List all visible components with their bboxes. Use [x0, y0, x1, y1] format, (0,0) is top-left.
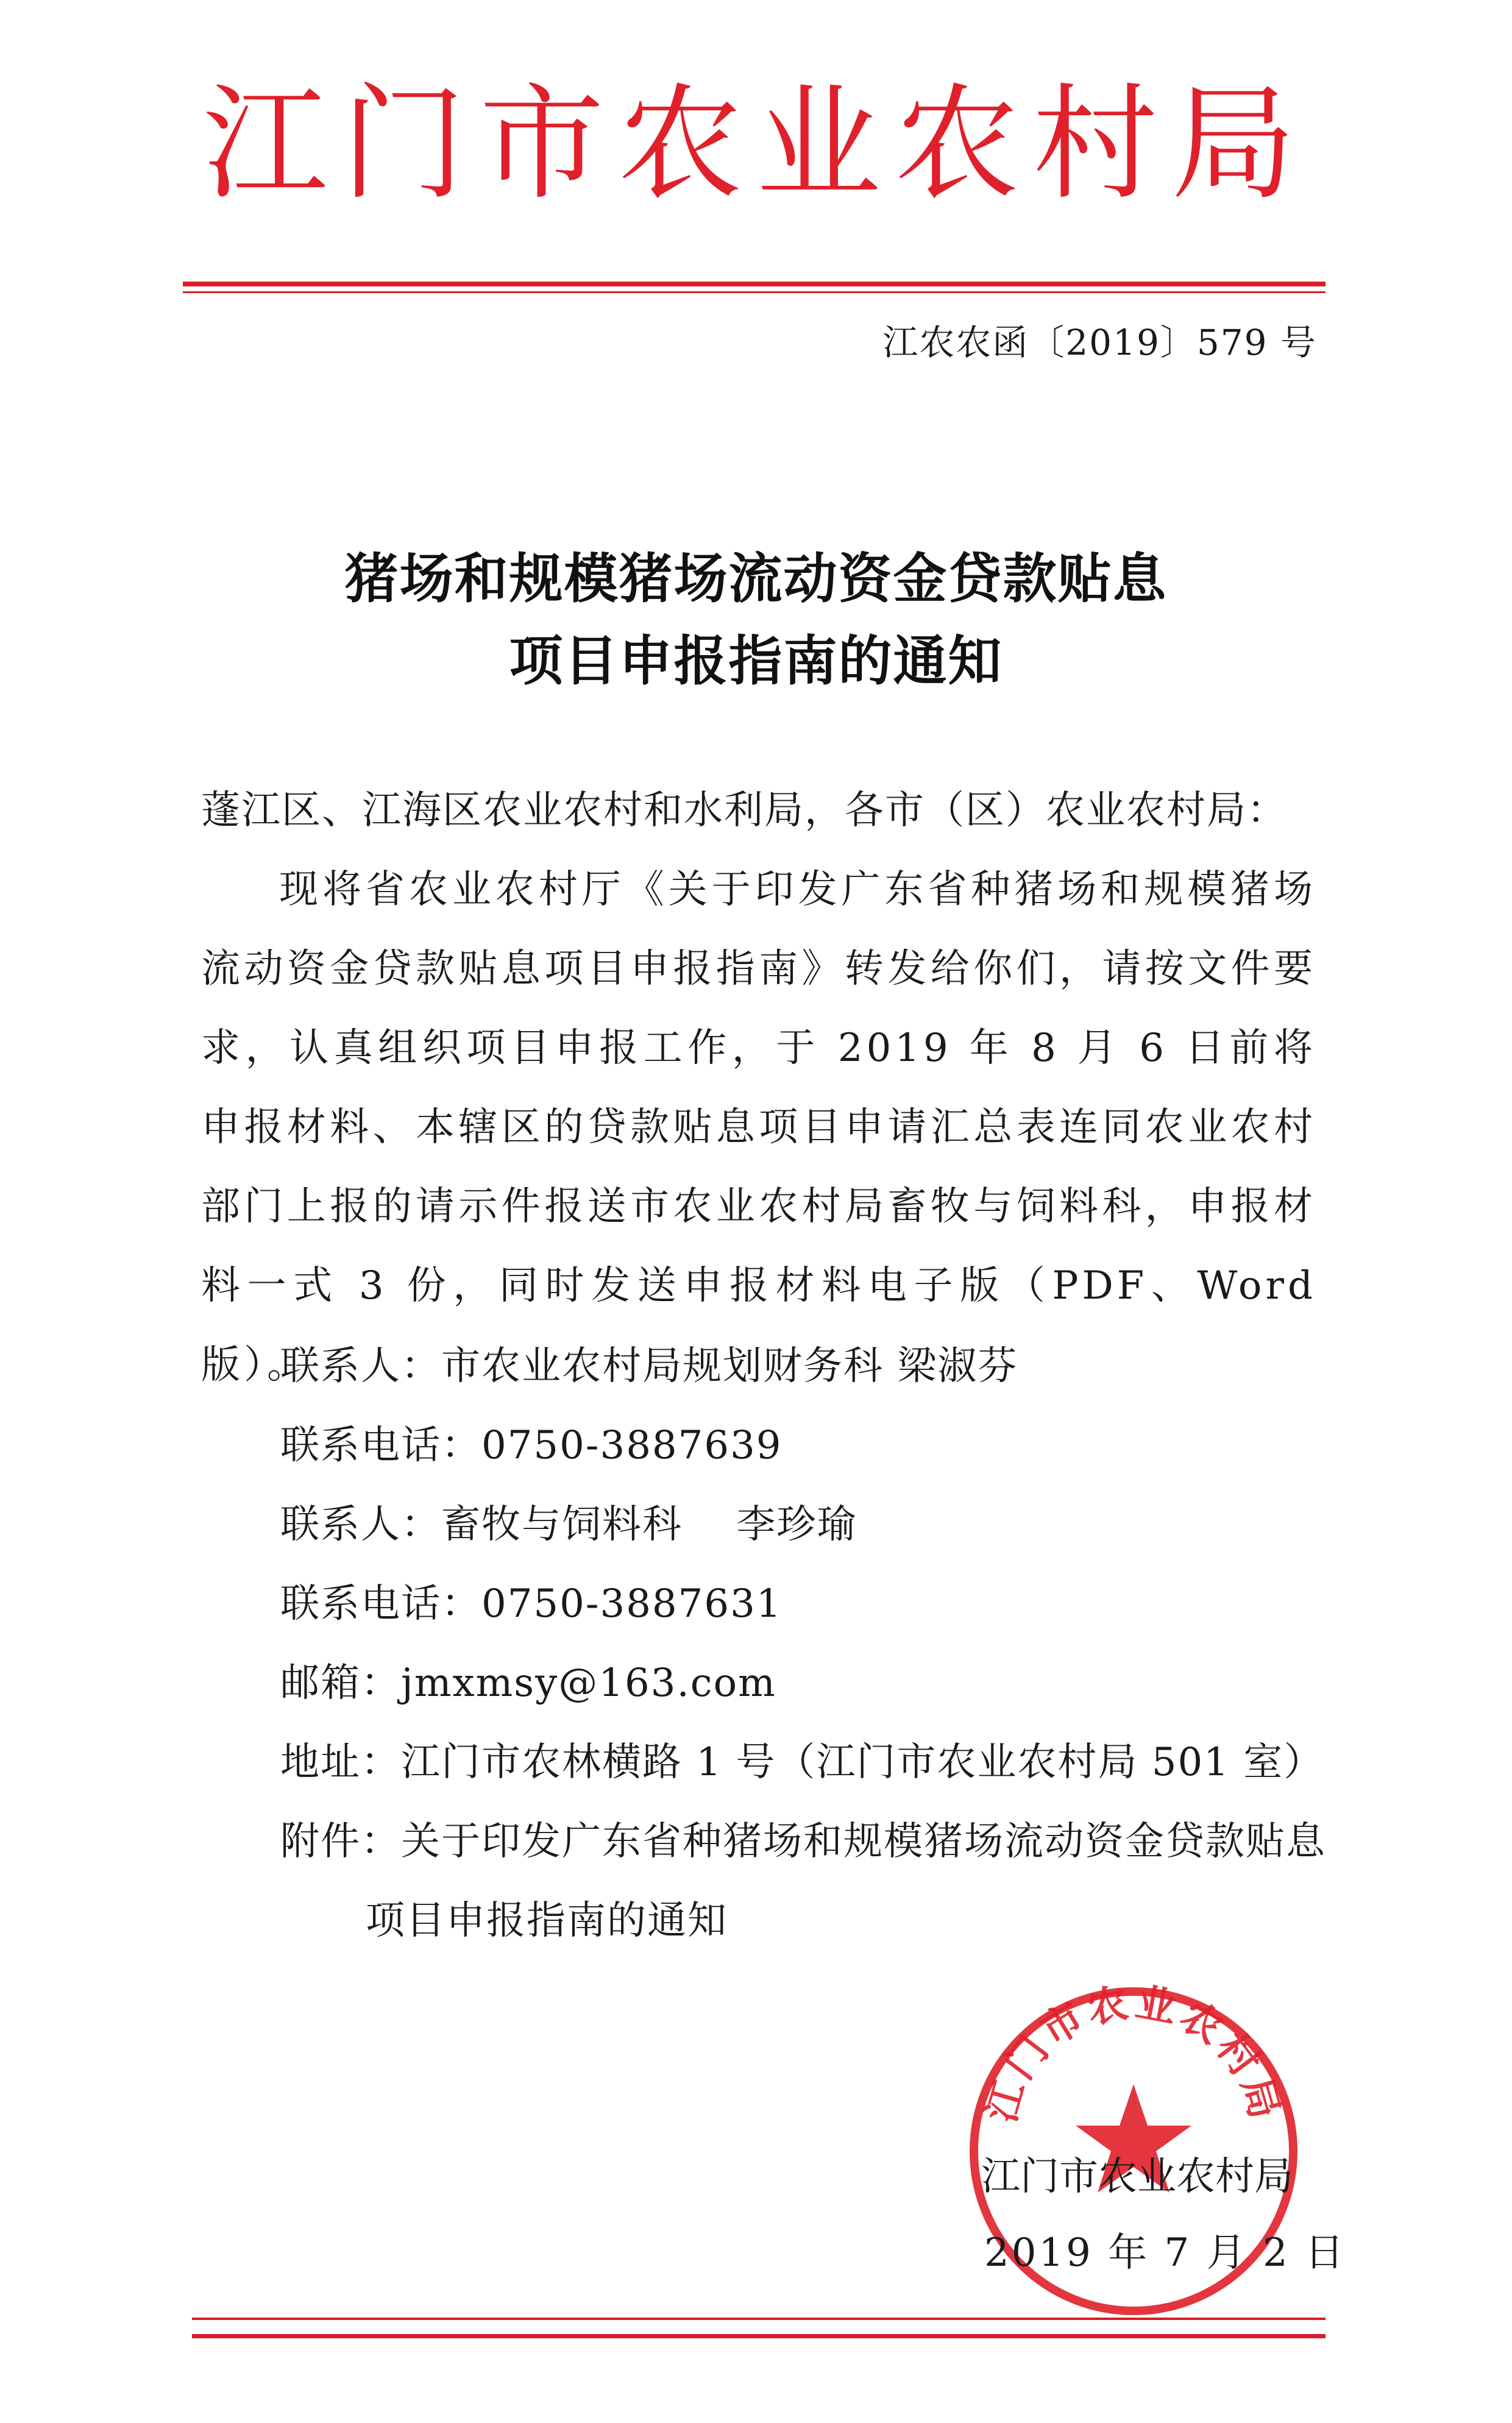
body-paragraph: 现将省农业农村厅《关于印发广东省种猪场和规模猪场流动资金贷款贴息项目申报指南》转发给你们，请按文件要求，认真组织项目申报工作，于 2019 年 8 月 6 日前将申报材料、本辖区的贷款贴息项目申请汇总表连同农业农村部门上报的请示件报送市农业农村局畜牧与饲料科，申报材料一式 3 份，同时发送申报材料电子版（PDF、Word 版）。: [201, 867, 1316, 1388]
masthead-title: 江门市农业农村局: [202, 72, 1310, 217]
contact-person-1: 联系人：市农业农村局规划财务科 梁淑芬: [280, 1344, 1018, 1389]
salutation: 蓬江区、江海区农业农村和水利局，各市（区）农业农村局：: [201, 788, 1287, 833]
contact-phone-2: 联系电话：0750-3887631: [280, 1581, 783, 1627]
contact-phone-1: 联系电话：0750-3887639: [280, 1423, 783, 1468]
attachment-line-2: 项目申报指南的通知: [366, 1898, 728, 1943]
footer-red-rule: [192, 2334, 1326, 2338]
contact-email: 邮箱：jmxmsy@163.com: [280, 1661, 776, 1706]
contact-address: 地址：江门市农林横路 1 号（江门市农业农村局 501 室）: [280, 1740, 1324, 1785]
footer-red-rule-thin: [192, 2318, 1326, 2320]
contact-person-2: 联系人：畜牧与饲料科 李珍瑜: [280, 1502, 857, 1547]
header-red-rule-thin: [183, 291, 1326, 293]
title-line-2: 项目申报指南的通知: [509, 630, 1003, 692]
header-red-rule: [183, 282, 1326, 286]
seal-text: 江门市农业农村局: [977, 1981, 1290, 2127]
signature-date: 2019 年 7 月 2 日: [984, 2230, 1347, 2276]
document-number: 江农农函〔2019〕579 号: [882, 322, 1317, 363]
attachment-line-1: 附件：关于印发广东省种猪场和规模猪场流动资金贷款贴息: [280, 1819, 1326, 1864]
title-line-1: 猪场和规模猪场流动资金贷款贴息: [344, 547, 1168, 610]
signature-org: 江门市农业农村局: [981, 2154, 1293, 2199]
